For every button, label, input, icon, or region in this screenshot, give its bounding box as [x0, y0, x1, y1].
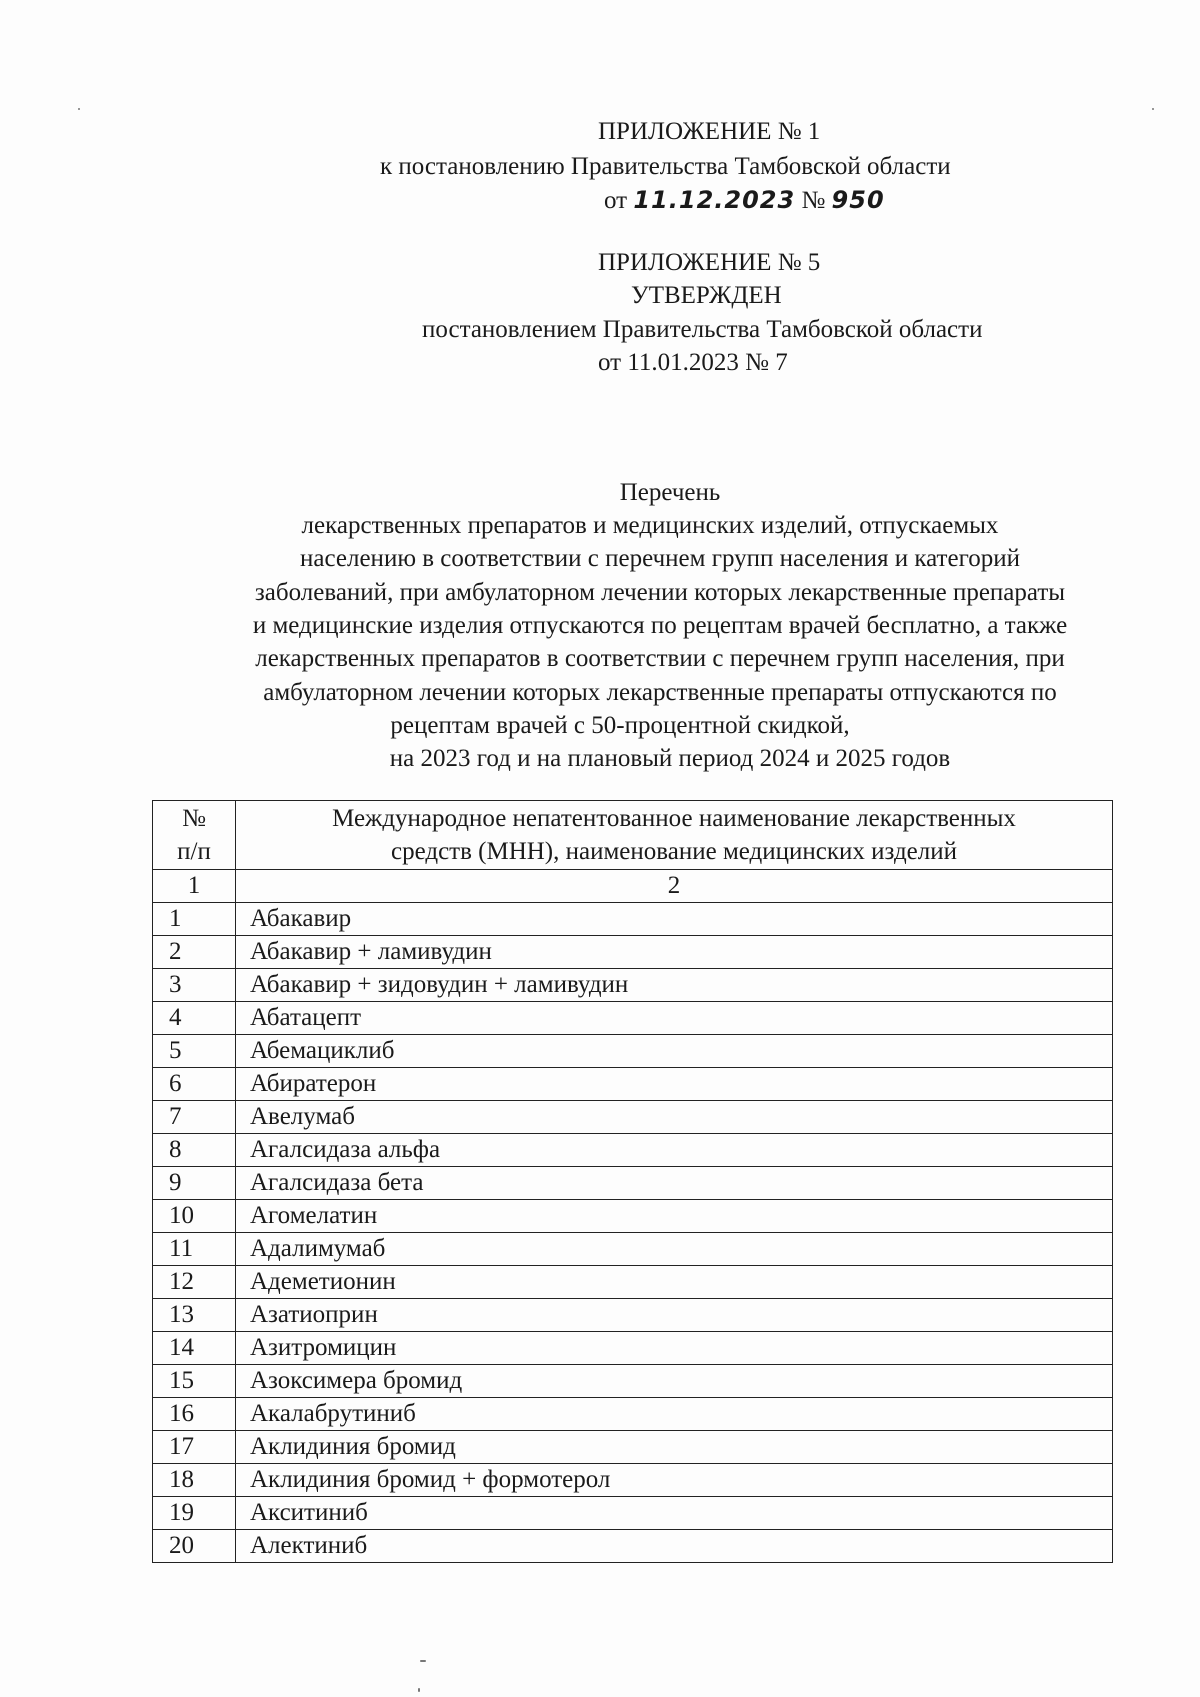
approved-date: от 11.01.2023 № 7 — [598, 349, 788, 376]
appendix5-title: ПРИЛОЖЕНИЕ № 5 — [598, 249, 821, 276]
column-index-row — [153, 870, 1113, 903]
title-line-2: населению в соответствии с перечнем групп населения и категорий — [300, 545, 1020, 572]
scan-speck — [420, 1660, 426, 1662]
row-medicine-name: Абакавир + ламивудин — [236, 936, 1113, 969]
title-line-1: лекарственных препаратов и медицинских изделий, отпускаемых — [301, 512, 999, 539]
col-number-header — [153, 801, 236, 870]
row-medicine-name: Акситиниб — [236, 1497, 1113, 1530]
row-number: 11 — [153, 1233, 236, 1266]
row-medicine-name: Адалимумаб — [236, 1233, 1113, 1266]
row-medicine-name: Агомелатин — [236, 1200, 1113, 1233]
appendix1-no: 950 — [831, 186, 885, 214]
row-number: 6 — [153, 1068, 236, 1101]
table-row — [153, 1332, 1113, 1365]
row-medicine-name: Агалсидаза альфа — [236, 1134, 1113, 1167]
row-number: 18 — [153, 1464, 236, 1497]
row-number: 15 — [153, 1365, 236, 1398]
row-medicine-name: Агалсидаза бета — [236, 1167, 1113, 1200]
col-name-header — [236, 801, 1113, 870]
title-line-4: и медицинские изделия отпускаются по рецептам врачей бесплатно, а также — [252, 612, 1068, 639]
table-row — [153, 1431, 1113, 1464]
row-number: 14 — [153, 1332, 236, 1365]
row-number: 9 — [153, 1167, 236, 1200]
table-row — [153, 936, 1113, 969]
table-row — [153, 1233, 1113, 1266]
title-line-7: рецептам врачей с 50-процентной скидкой, — [390, 712, 850, 739]
table-row — [153, 1365, 1113, 1398]
approved-label: УТВЕРЖДЕН — [631, 282, 782, 309]
table-row — [153, 1398, 1113, 1431]
row-medicine-name: Азатиоприн — [236, 1299, 1113, 1332]
list-heading: Перечень — [619, 479, 721, 506]
appendix1-no-label: № — [801, 187, 826, 214]
row-medicine-name: Аклидиния бромид + формотерол — [236, 1464, 1113, 1497]
appendix1-from: от — [604, 187, 628, 214]
table-row — [153, 1266, 1113, 1299]
appendix1-date: 11.12.2023 — [633, 186, 796, 214]
row-medicine-name: Алектиниб — [236, 1530, 1113, 1563]
row-medicine-name: Азитромицин — [236, 1332, 1113, 1365]
table-row — [153, 1497, 1113, 1530]
row-medicine-name: Акалабрутиниб — [236, 1398, 1113, 1431]
table-row — [153, 1200, 1113, 1233]
table-row — [153, 1068, 1113, 1101]
table-row — [153, 1530, 1113, 1563]
table-row — [153, 1002, 1113, 1035]
row-number: 13 — [153, 1299, 236, 1332]
appendix1-date-line — [604, 184, 885, 217]
row-medicine-name: Адеметионин — [236, 1266, 1113, 1299]
col-name-header-line2: средств (МНН), наименование медицинских изделий — [390, 838, 957, 865]
table-row — [153, 1035, 1113, 1068]
row-medicine-name: Азоксимера бромид — [236, 1365, 1113, 1398]
medicines-table — [152, 800, 1113, 1563]
row-number: 19 — [153, 1497, 236, 1530]
approved-by: постановлением Правительства Тамбовской области — [422, 316, 983, 343]
table-row — [153, 1101, 1113, 1134]
table-row — [153, 1134, 1113, 1167]
title-line-5: лекарственных препаратов в соответствии с перечнем групп населения, при — [255, 645, 1065, 672]
table-row — [153, 1167, 1113, 1200]
appendix1-to: к постановлению Правительства Тамбовской области — [380, 153, 951, 180]
row-number: 2 — [153, 936, 236, 969]
col-index-2: 2 — [236, 870, 1113, 903]
row-number: 10 — [153, 1200, 236, 1233]
row-number: 17 — [153, 1431, 236, 1464]
row-number: 12 — [153, 1266, 236, 1299]
table-row — [153, 1299, 1113, 1332]
row-number: 1 — [153, 903, 236, 936]
row-medicine-name: Абемациклиб — [236, 1035, 1113, 1068]
scan-speck — [1152, 108, 1154, 110]
title-line-3: заболеваний, при амбулаторном лечении которых лекарственные препараты — [254, 579, 1066, 606]
row-number: 5 — [153, 1035, 236, 1068]
row-medicine-name: Абиратерон — [236, 1068, 1113, 1101]
col-number-header-line2: п/п — [177, 838, 211, 865]
col-name-header-line1: Международное непатентованное наименование лекарственных — [332, 805, 1016, 832]
row-number: 16 — [153, 1398, 236, 1431]
row-medicine-name: Авелумаб — [236, 1101, 1113, 1134]
table-row — [153, 969, 1113, 1002]
title-line-6: амбулаторном лечении которых лекарственные препараты отпускаются по — [263, 679, 1057, 706]
row-number: 8 — [153, 1134, 236, 1167]
row-number: 3 — [153, 969, 236, 1002]
table-row — [153, 903, 1113, 936]
col-number-header-line1: № — [182, 805, 206, 832]
title-line-8: на 2023 год и на плановый период 2024 и 2025 годов — [389, 745, 951, 772]
row-medicine-name: Абатацепт — [236, 1002, 1113, 1035]
row-number: 20 — [153, 1530, 236, 1563]
scan-speck — [78, 108, 80, 110]
row-medicine-name: Аклидиния бромид — [236, 1431, 1113, 1464]
scan-speck — [418, 1688, 420, 1692]
table-header-row — [153, 801, 1113, 870]
row-medicine-name: Абакавир — [236, 903, 1113, 936]
row-number: 7 — [153, 1101, 236, 1134]
row-number: 4 — [153, 1002, 236, 1035]
table-row — [153, 1464, 1113, 1497]
row-medicine-name: Абакавир + зидовудин + ламивудин — [236, 969, 1113, 1002]
col-index-1: 1 — [153, 870, 236, 903]
appendix1-title: ПРИЛОЖЕНИЕ № 1 — [598, 118, 821, 145]
